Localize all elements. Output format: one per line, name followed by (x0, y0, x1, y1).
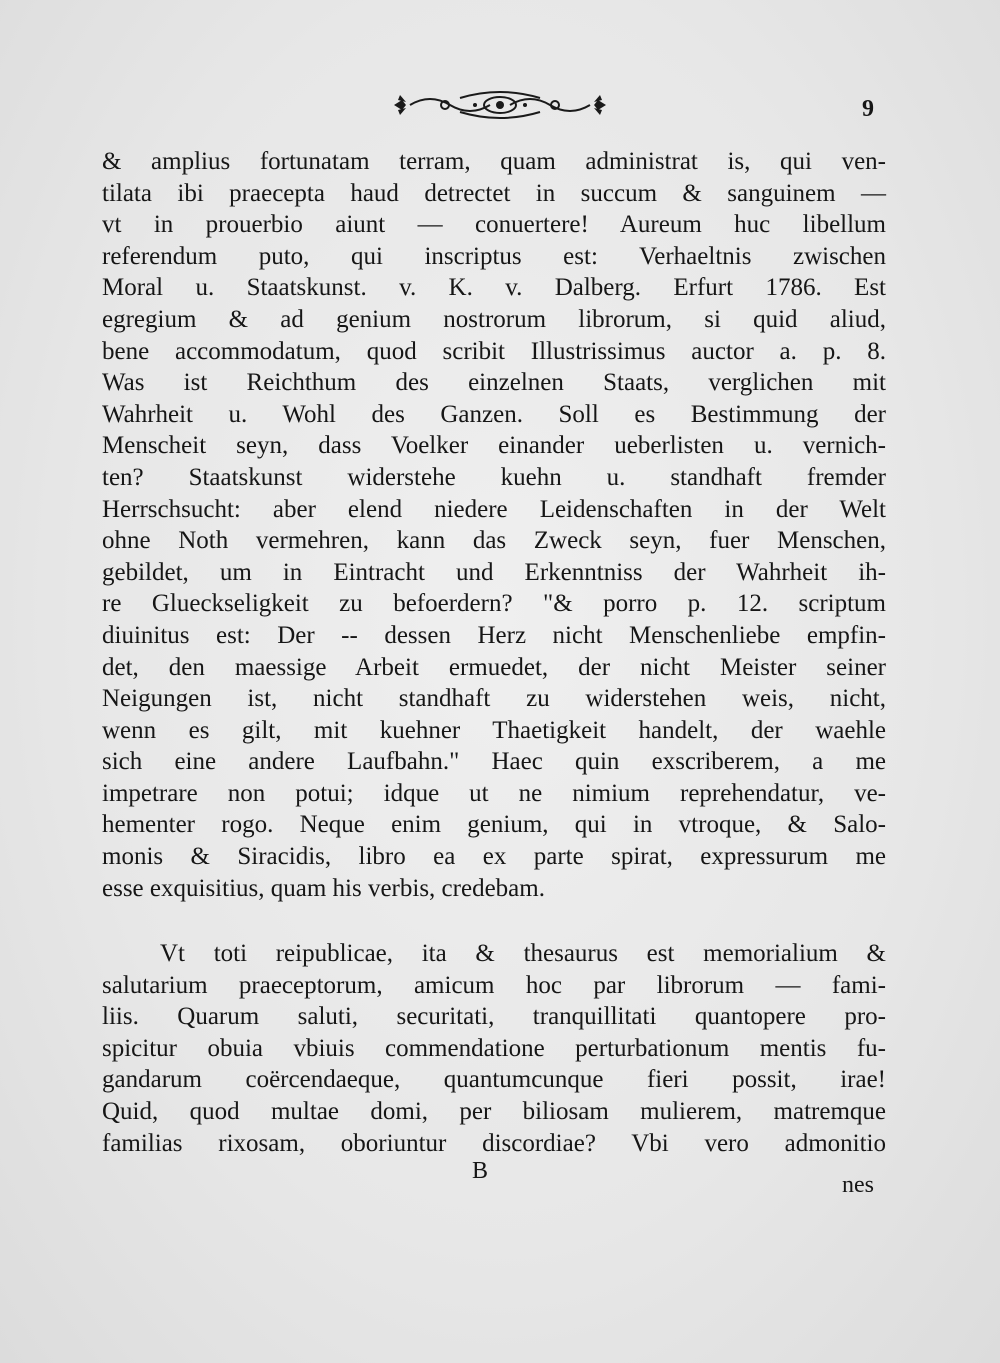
paragraph-1 (102, 146, 886, 904)
text-line: egregium & ad genium nostrorum librorum, si quid aliud, (102, 305, 886, 333)
text-line: Wahrheit u. Wohl des Ganzen. Soll es Bestimmung der (102, 400, 886, 428)
text-line: salutarium praeceptorum, amicum hoc par librorum — fami- (102, 971, 886, 999)
text-line: sich eine andere Laufbahn." Haec quin exscriberem, a me (102, 748, 886, 776)
text-line: gandarum coërcendaeque, quantumcunque fieri possit, irae! (102, 1066, 886, 1094)
text-line: diuinitus est: Der -- dessen Herz nicht Menschenliebe empfin- (102, 621, 886, 649)
signature-mark: B (472, 1158, 489, 1184)
text-line: wenn es gilt, mit kuehner Thaetigkeit handelt, der waehle (102, 716, 886, 744)
text-line: Menscheit seyn, dass Voelker einander ueberlisten u. vernich- (102, 432, 886, 460)
paragraph-2 (102, 938, 886, 1159)
text-line: Quid, quod multae domi, per biliosam mulierem, matremque (102, 1097, 886, 1125)
text-line: spicitur obuia vbiuis commendatione perturbationum mentis fu- (102, 1034, 886, 1062)
text-line: ohne Noth vermehren, kann das Zweck seyn, fuer Menschen, (102, 527, 886, 555)
text-line: det, den maessige Arbeit ermuedet, der nicht Meister seiner (102, 653, 886, 681)
text-line: re Glueckseligkeit zu befoerdern? "& porro p. 12. scriptum (102, 590, 886, 618)
text-line: Moral u. Staatskunst. v. K. v. Dalberg. Erfurt 1786. Est (102, 274, 886, 302)
text-line: Neigungen ist, nicht standhaft zu widerstehen weis, nicht, (102, 685, 886, 713)
text-line: Vt toti reipublicae, ita & thesaurus est memorialium & (160, 940, 886, 967)
text-line: familias rixosam, oboriuntur discordiae? Vbi vero admonitio (102, 1129, 886, 1157)
text-line: tilata ibi praecepta haud detrectet in succum & sanguinem — (102, 179, 886, 207)
decorative-vignette-icon (390, 88, 610, 122)
text-line: referendum puto, qui inscriptus est: Verhaeltnis zwischen (102, 242, 886, 270)
text-line: gebildet, um in Eintracht und Erkenntniss der Wahrheit ih- (102, 558, 886, 586)
text-line: ten? Staatskunst widerstehe kuehn u. standhaft fremder (102, 463, 886, 491)
text-line: & amplius fortunatam terram, quam administrat is, qui ven- (102, 148, 886, 175)
text-line: esse exquisitius, quam his verbis, credebam. (102, 874, 545, 902)
text-line: vt in prouerbio aiunt — conuertere! Aureum huc libellum (102, 211, 886, 239)
text-line: monis & Siracidis, libro ea ex parte spirat, expressurum me (102, 843, 886, 871)
text-line: hementer rogo. Neque enim genium, qui in vtroque, & Salo- (102, 811, 886, 839)
page-number: 9 (862, 96, 874, 122)
text-line: Herrschsucht: aber elend niedere Leidenschaften in der Welt (102, 495, 886, 523)
text-line: bene accommodatum, quod scribit Illustrissimus auctor a. p. 8. (102, 337, 886, 365)
text-line: Was ist Reichthum des einzelnen Staats, verglichen mit (102, 369, 886, 397)
text-line: impetrare non potui; idque ut ne nimium reprehendatur, ve- (102, 779, 886, 807)
catchword: nes (842, 1172, 874, 1198)
text-line: liis. Quarum saluti, securitati, tranquillitati quantopere pro- (102, 1003, 886, 1031)
